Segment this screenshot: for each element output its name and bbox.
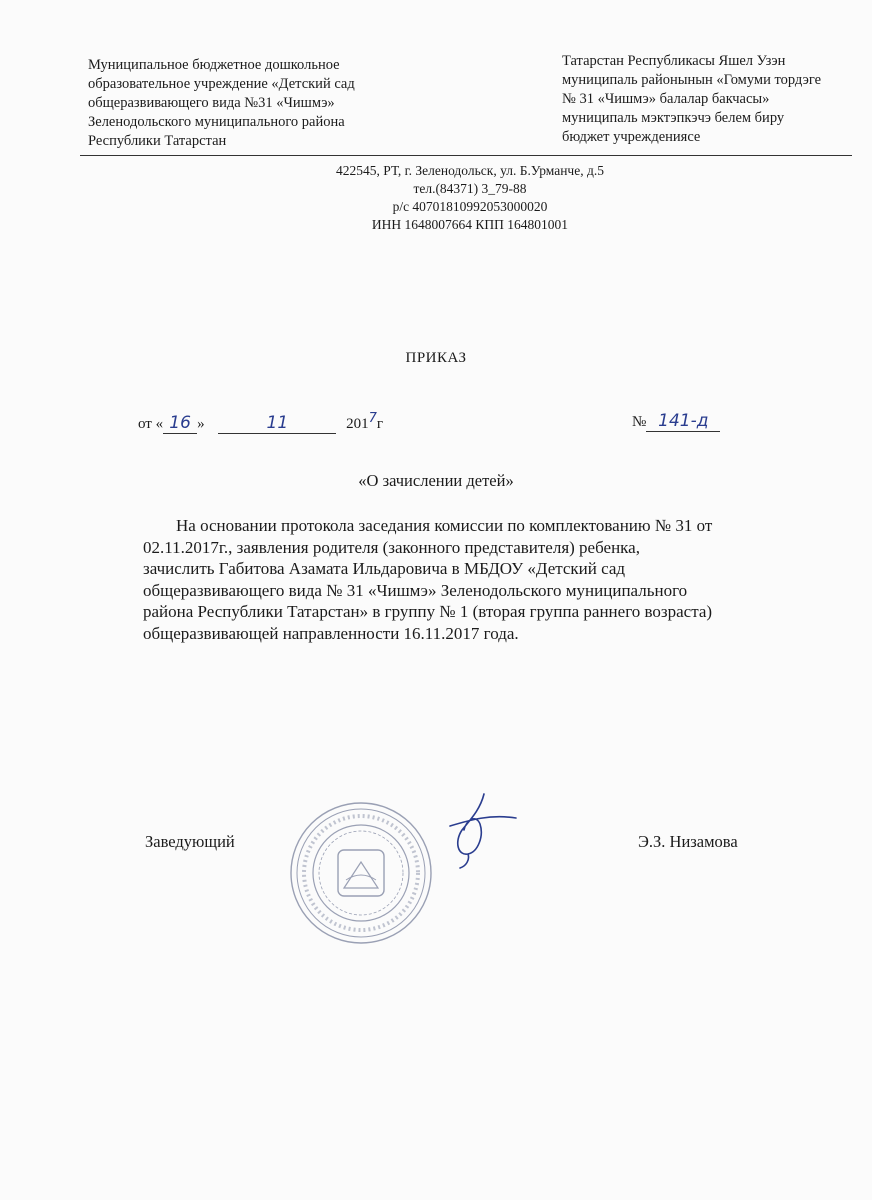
header-right-line: бюджет учреждениясе [562,129,701,145]
date-prefix: от « [138,416,164,432]
header-left-line: Муниципальное бюджетное дошкольное [88,57,340,73]
handwritten-signature [440,790,520,875]
account-line: р/с 40701810992053000020 [392,199,548,214]
number-prefix: № [632,414,647,430]
header-right-block [562,52,832,147]
body-line: зачислить Габитова Азамата Ильдаровича в МБДОУ «Детский сад [143,559,626,578]
date-year-digit: 7 [368,411,377,426]
body-line: общеразвивающего вида № 31 «Чишмэ» Зеленодольского муниципального [143,580,688,600]
inn-kpp-line: ИНН 1648007664 КПП 164801001 [371,217,569,232]
header-right-line: Татарстан Республикасы Яшел Узэн [562,53,786,69]
order-number [632,411,720,432]
date-month: 11 [218,413,336,434]
signatory-name: Э.З. Низамова [638,832,738,851]
signatory-position: Заведующий [145,832,235,851]
date-year-prefix: 201 [346,416,369,432]
header-right-line: муниципаль районынын «Гомуми тордэге [562,72,822,88]
date-year-suffix: г [376,416,384,432]
body-line: На основании протокола заседания комиссии по комплектованию № 31 от [176,516,713,535]
order-subject: «О зачислении детей» [358,471,514,490]
address-block [300,162,640,234]
number-value: 141-д [646,411,720,432]
date-mid: » [197,416,205,432]
body-line: 02.11.2017г., заявления родителя (законного представителя) ребенка, [143,537,640,557]
official-stamp [286,798,436,953]
body-line: района Республики Татарстан» в группу № 1 (вторая группа раннего возраста) [143,602,713,621]
phone-line: тел.(84371) 3_79-88 [413,181,527,196]
address-line: 422545, РТ, г. Зеленодольск, ул. Б.Урманче, д.5 [336,163,604,178]
header-left-line: Республики Татарстан [88,133,227,149]
header-left-line: Зеленодольского муниципального района [88,114,345,130]
header-right-line: муниципаль мэктэпкэчэ белем биру [562,110,785,126]
header-left-block [88,56,418,151]
order-body [143,515,807,644]
order-date [138,413,383,434]
header-right-line: № 31 «Чишмэ» балалар бакчасы» [562,91,770,107]
stamp-seal-icon [286,798,436,948]
header-left-line: образовательное учреждение «Детский сад [88,76,355,92]
date-day: 16 [163,413,197,434]
signature-icon [440,790,520,870]
header-divider [80,155,852,156]
document-title: ПРИКАЗ [405,350,467,366]
body-line: общеразвивающей направленности 16.11.2017 года. [143,623,519,643]
header-left-line: общеразвивающего вида №31 «Чишмэ» [88,95,335,111]
